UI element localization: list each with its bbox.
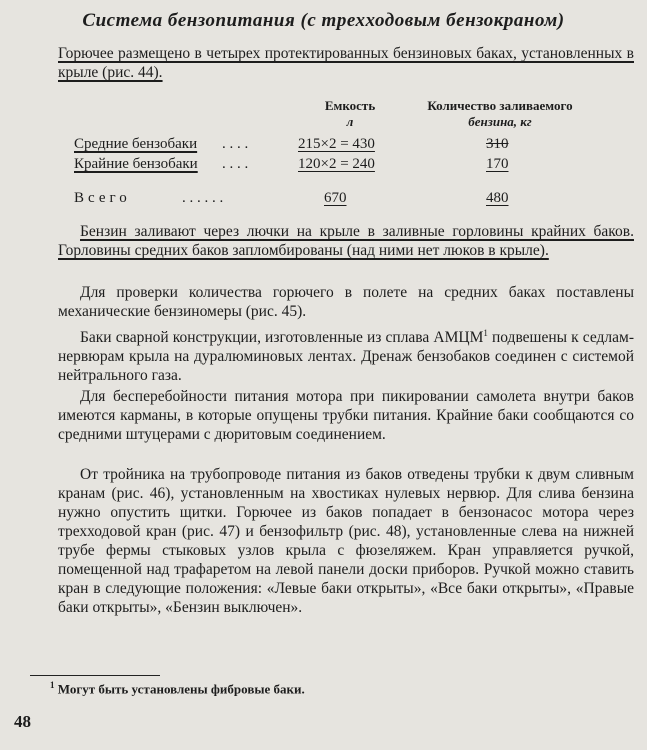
table-total-row — [74, 190, 634, 210]
paragraph-fuel-filling: Бензин заливают через лючки на крыле в заливные горловины крайних баков. Горловины средних баков запломбированы (над ними нет люков в крыле). — [58, 223, 634, 259]
row-fuel: 170 — [486, 156, 509, 172]
total-dots: . . . . . . — [182, 190, 224, 206]
footnote-text: Могут быть установлены фибровые баки. — [57, 681, 305, 697]
intro-paragraph: Горючее размещено в четырех протектированных бензиновых баках, установленных в крыле (рис. 44). — [58, 45, 634, 81]
tank-construction-text: Баки сварной конструкции, изготовленные из сплава АМЦМ — [80, 329, 484, 347]
paragraph-dive-feed: Для бесперебойности питания мотора при пикировании самолета внутри баков имеются карманы, в которые опущены трубки питания. Крайние баки сообщаются со средними штуцерами с дюритовым соединением. — [58, 388, 634, 443]
capacity-header — [300, 98, 400, 130]
fuel-header-unit: бензина, кг — [468, 114, 532, 129]
row-capacity: 120×2 = 240 — [298, 156, 375, 172]
fuel-header-label: Количество заливаемого — [427, 98, 573, 113]
table-row — [74, 156, 634, 176]
footnote-rule — [30, 675, 160, 676]
page-number: 48 — [14, 712, 31, 731]
paragraph-tank-construction — [58, 324, 634, 385]
row-label: Средние бензобаки — [74, 136, 198, 152]
section-heading: Система бензопитания (с трехходовым бензокраном) — [82, 10, 565, 31]
footnote — [50, 680, 305, 697]
tank-construction-text-cont: подвешены к седлам-нервюрам крыла на дуралюминовых лентах. Дренаж бензобаков соединен с системой нейтрального газа. — [58, 329, 634, 385]
fuel-header — [400, 98, 600, 130]
table-row — [74, 136, 634, 156]
row-dots: . . . . — [222, 136, 249, 152]
footnote-ref: 1 — [483, 328, 488, 338]
footnote-marker: 1 — [50, 680, 55, 690]
capacity-header-label: Емкость — [324, 98, 376, 113]
row-capacity: 215×2 = 430 — [298, 136, 375, 152]
paragraph-fuel-gauges: Для проверки количества горючего в полете на средних баках поставлены механические бензиномеры (рис. 45). — [58, 284, 634, 320]
total-label: Всего — [74, 190, 131, 206]
row-label: Крайние бензобаки — [74, 156, 198, 172]
row-fuel: 310 — [486, 136, 509, 152]
total-fuel: 480 — [486, 190, 509, 206]
capacity-unit: л — [346, 114, 354, 129]
total-capacity: 670 — [324, 190, 347, 206]
paragraph-drain-and-valve: От тройника на трубопроводе питания из баков отведены трубки к двум сливным кранам (рис. 46), установленным на хвостиках нулевых нервюр. Для слива бензина нужно опустить щитки. Горючее из баков попадает в бензонасос мотора через трехходовой кран (рис. 47) и бензофильтр (рис. 48), установленные слева на нижней трубе фермы стыковых узлов крыла с фюзеляжем. Кран управляется ручкой, помещенной над трафаретом на левой панели доски приборов. Ручкой можно ставить кран в следующие положения: «Левые баки открыты», «Все баки открыты», «Правые баки открыты», «Бензин выключен». — [58, 466, 634, 616]
row-dots: . . . . — [222, 156, 249, 172]
